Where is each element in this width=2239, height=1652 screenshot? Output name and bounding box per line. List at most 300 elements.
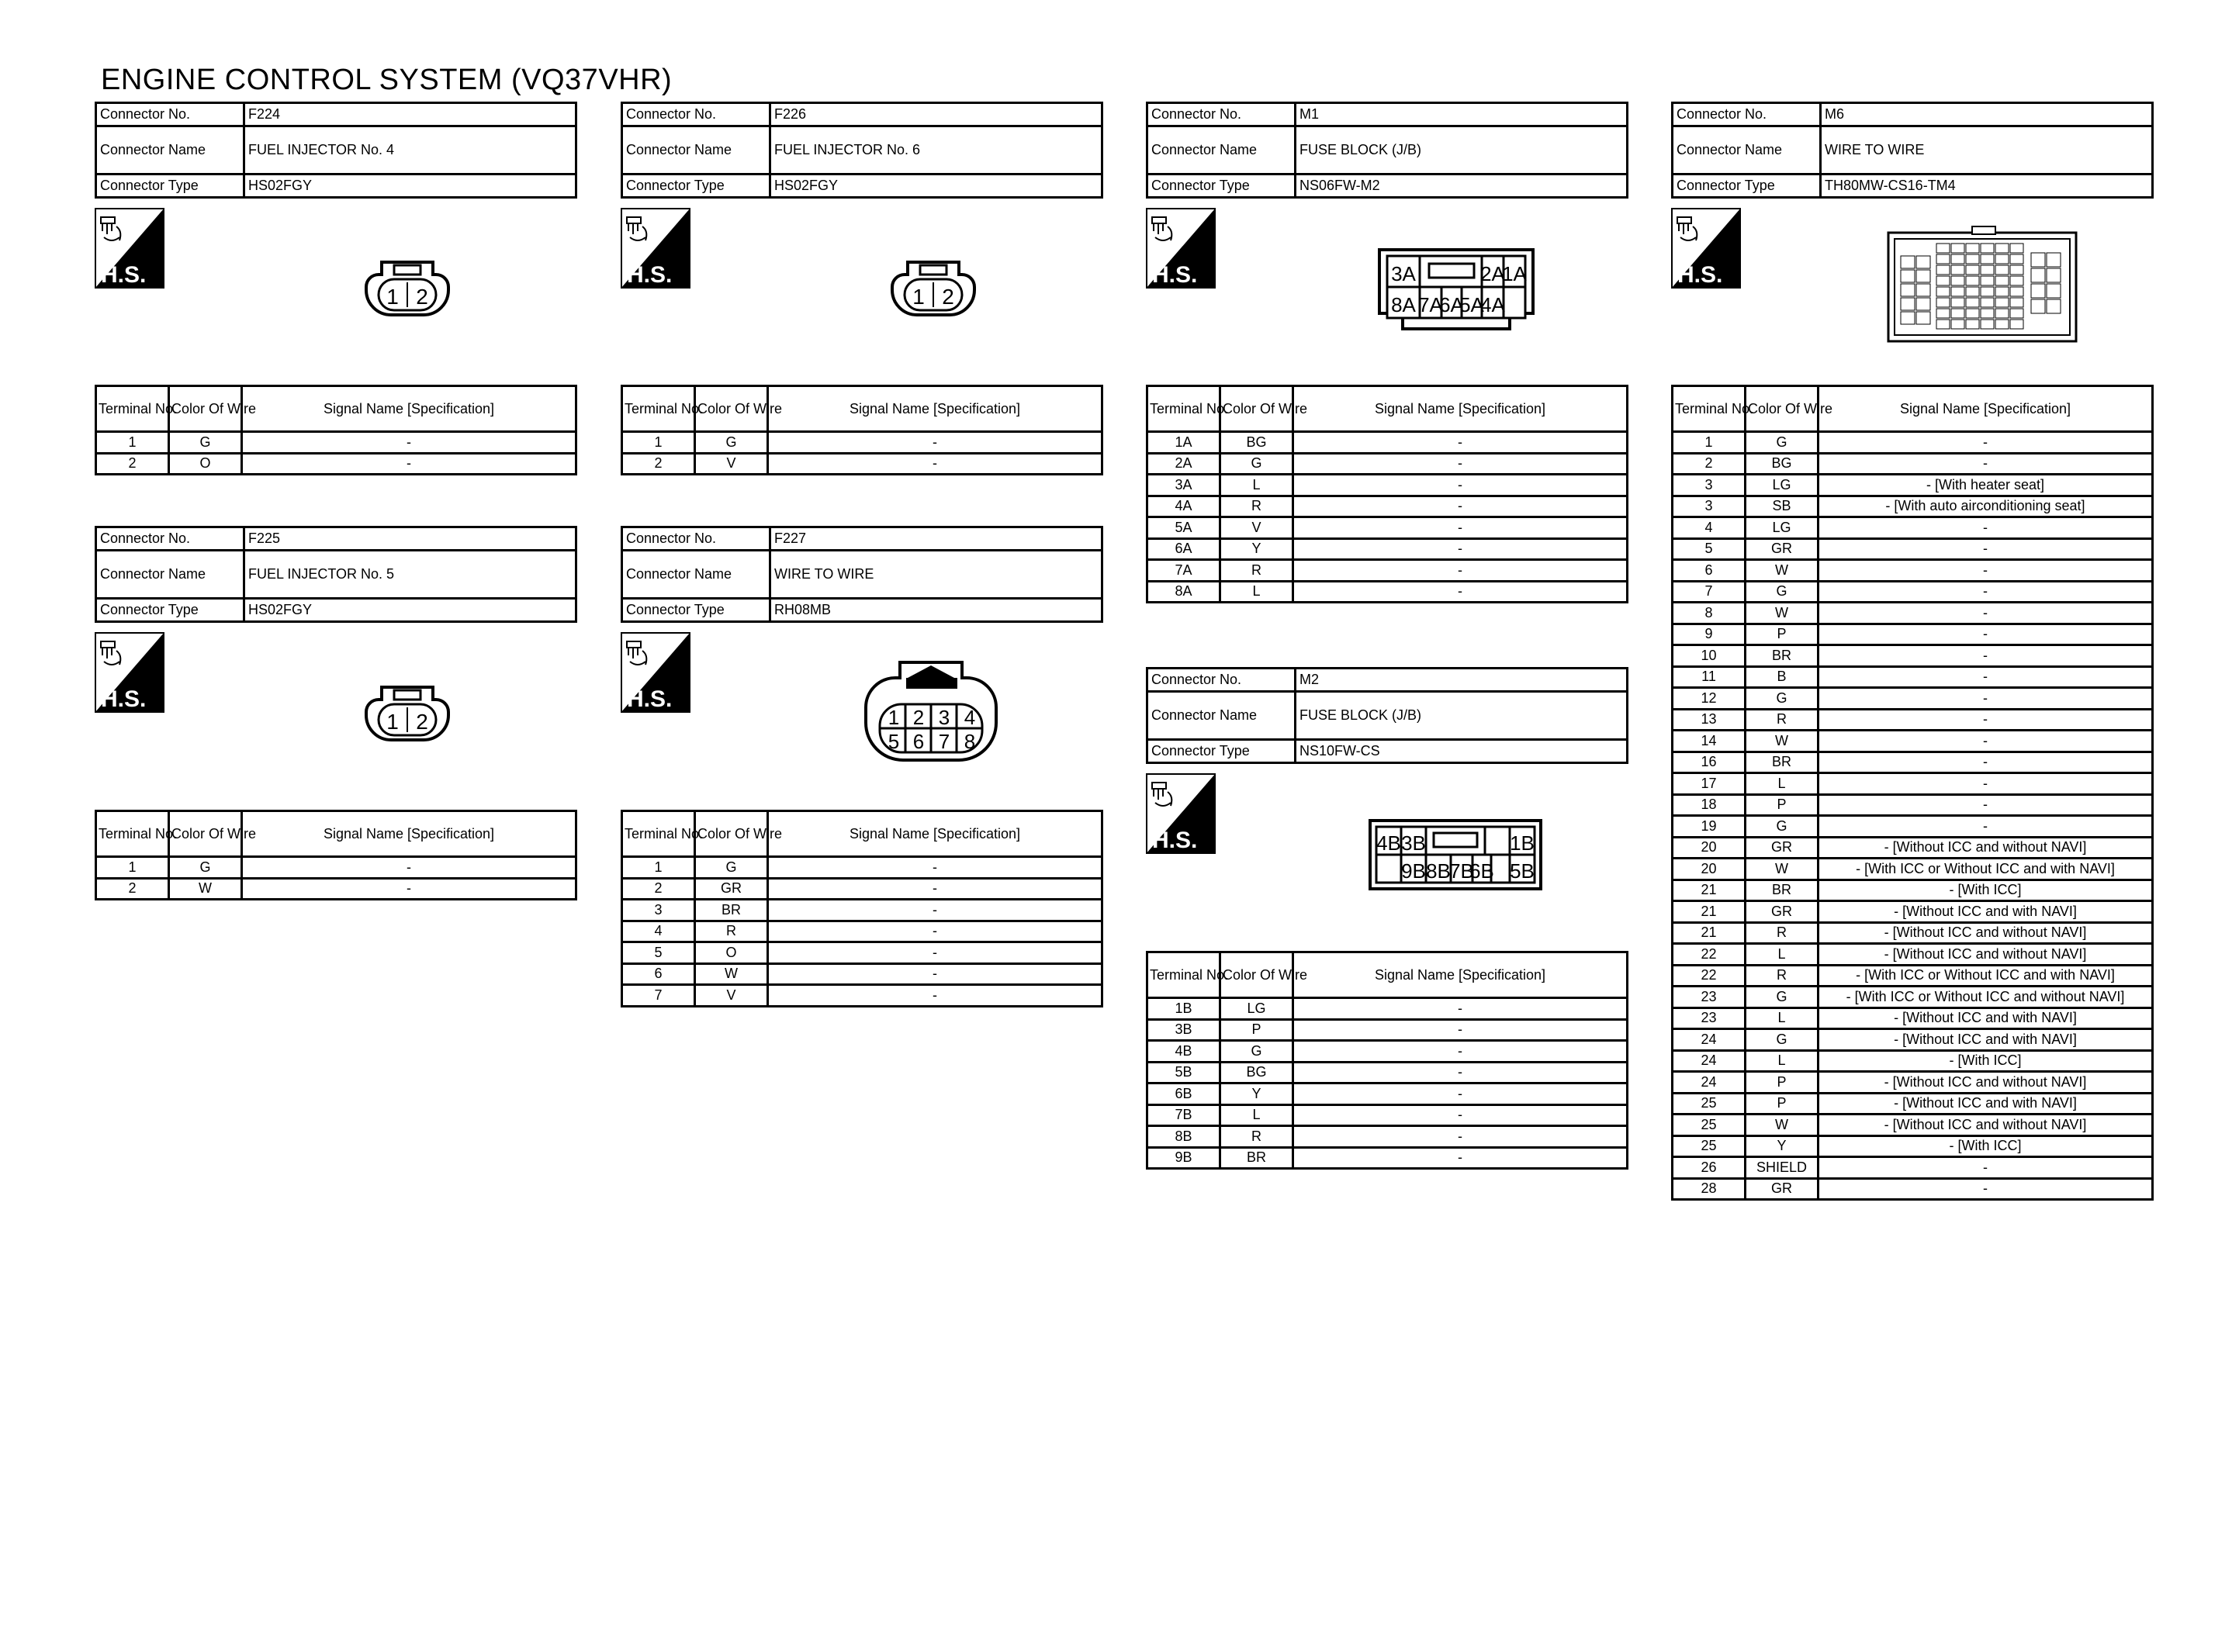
terminal-no-cell: 12 <box>1673 688 1746 710</box>
pin-cavity <box>1916 256 1930 268</box>
table-row <box>1147 432 1628 454</box>
hs-label: H.S. <box>1677 262 1723 288</box>
signal-cell: - <box>1819 773 2153 795</box>
hs-label: H.S. <box>627 686 673 712</box>
pin-cavity <box>2031 253 2045 267</box>
table-row <box>1673 538 2153 560</box>
pin-cavity <box>1951 254 1964 264</box>
pin-cavity <box>2010 309 2023 318</box>
table-row <box>622 921 1102 942</box>
terminal-no-cell: 20 <box>1673 859 1746 880</box>
signal-cell: - [Without ICC and without NAVI] <box>1819 922 2153 944</box>
wire-color-cell: G <box>1746 1029 1819 1051</box>
wire-color-cell: GR <box>1746 837 1819 859</box>
hs-label: H.S. <box>627 262 673 288</box>
connector-no-value: M2 <box>1296 669 1628 692</box>
table-row <box>622 963 1102 985</box>
table-row <box>622 878 1102 900</box>
wire-color-cell: W <box>1746 560 1819 582</box>
table-row <box>1147 496 1628 517</box>
pin-cavity <box>1916 284 1930 296</box>
connector-name-label: Connector Name <box>1673 126 1821 175</box>
connector-type-label: Connector Type <box>1147 740 1296 763</box>
signal-cell: - <box>1819 581 2153 603</box>
table-row <box>96 857 576 879</box>
signal-cell: - <box>768 432 1102 454</box>
connector-type-value: RH08MB <box>770 599 1102 622</box>
color-header: Color Of Wire <box>695 811 768 857</box>
connector-header <box>1671 102 2154 199</box>
terminal-no-cell: 5 <box>622 942 695 964</box>
signal-cell: - <box>242 857 576 879</box>
terminal-table-f226 <box>621 385 1103 475</box>
harness-side-icon <box>1671 208 1741 289</box>
wire-color-cell: G <box>1220 1041 1293 1063</box>
wire-color-cell: BG <box>1746 453 1819 475</box>
pin-label: 1 <box>912 285 925 309</box>
signal-header: Signal Name [Specification] <box>768 811 1102 857</box>
pin-cavity <box>2010 265 2023 275</box>
signal-cell: - [With ICC] <box>1819 1050 2153 1072</box>
table-row <box>1147 1083 1628 1105</box>
connector-type-value: HS02FGY <box>244 175 576 198</box>
table-row <box>1673 475 2153 496</box>
pin-cavity <box>1916 270 1930 282</box>
pin-cavity <box>1936 298 1950 307</box>
connector-no-label: Connector No. <box>1147 669 1296 692</box>
wire-color-cell: L <box>1746 1007 1819 1029</box>
signal-cell: - <box>1293 538 1628 560</box>
table-row <box>622 942 1102 964</box>
pin-label: 5B <box>1510 859 1535 883</box>
pin-cavity <box>2010 254 2023 264</box>
terminal-no-cell: 2 <box>96 878 169 900</box>
terminal-no-cell: 1 <box>1673 432 1746 454</box>
terminal-no-cell: 5A <box>1147 517 1220 539</box>
table-row <box>96 878 576 900</box>
signal-cell: - [Without ICC and with NAVI] <box>1819 1029 2153 1051</box>
terminal-no-header: Terminal No. <box>1147 952 1220 998</box>
pin-label: 2 <box>912 706 925 729</box>
terminal-no-cell: 25 <box>1673 1115 1746 1136</box>
pin-cavity <box>2031 284 2045 298</box>
terminal-table-m2 <box>1146 951 1628 1170</box>
hs-label: H.S. <box>101 686 147 712</box>
signal-cell: - <box>1819 560 2153 582</box>
signal-cell: - <box>1293 1147 1628 1169</box>
wire-color-cell: P <box>1746 1072 1819 1094</box>
table-row <box>1673 709 2153 731</box>
pin-cavity <box>1901 284 1915 296</box>
signal-cell: - [Without ICC and without NAVI] <box>1819 1072 2153 1094</box>
wire-color-cell: R <box>1220 560 1293 582</box>
table-row <box>1673 581 2153 603</box>
table-row <box>1147 453 1628 475</box>
terminal-no-cell: 24 <box>1673 1072 1746 1094</box>
connector-name-value: WIRE TO WIRE <box>770 551 1102 599</box>
signal-cell: - <box>768 900 1102 921</box>
terminal-no-cell: 22 <box>1673 944 1746 966</box>
wire-color-cell: G <box>169 857 242 879</box>
signal-cell: - <box>1293 1062 1628 1083</box>
signal-cell: - [Without ICC and without NAVI] <box>1819 837 2153 859</box>
wire-color-cell: G <box>1746 987 1819 1008</box>
signal-cell: - <box>1819 645 2153 667</box>
wire-color-cell: GR <box>695 878 768 900</box>
pin-label: 5 <box>888 730 900 753</box>
pin-cavity <box>1995 254 2009 264</box>
terminal-no-cell: 3A <box>1147 475 1220 496</box>
pin-cavity <box>2031 299 2045 313</box>
pin-cavity <box>1981 254 1994 264</box>
wire-color-cell: W <box>169 878 242 900</box>
pin-label: 4 <box>964 706 976 729</box>
terminal-no-cell: 6 <box>622 963 695 985</box>
pin-cavity <box>2010 320 2023 329</box>
connector-face-m2 <box>1367 817 1544 892</box>
wire-color-cell: G <box>169 432 242 454</box>
signal-cell: - <box>1819 453 2153 475</box>
connector-type-label: Connector Type <box>622 175 770 198</box>
terminal-no-header: Terminal No. <box>622 386 695 432</box>
signal-cell: - <box>1819 752 2153 773</box>
pin-label: 2 <box>416 710 428 734</box>
pin-cavity <box>1966 320 1979 329</box>
connector-header <box>621 526 1103 623</box>
connector-type-value: NS10FW-CS <box>1296 740 1628 763</box>
table-row <box>1673 944 2153 966</box>
pin-cavity <box>2010 244 2023 253</box>
pin-label: 9B <box>1401 859 1426 883</box>
connector-header <box>95 526 577 623</box>
pin-cavity <box>2010 276 2023 285</box>
wire-color-cell: GR <box>1746 538 1819 560</box>
pin-label: 1 <box>386 710 399 734</box>
signal-cell: - <box>1293 1083 1628 1105</box>
wire-color-cell: R <box>1746 922 1819 944</box>
wire-color-cell: L <box>1746 773 1819 795</box>
connector-name-label: Connector Name <box>96 551 244 599</box>
pin-cavity <box>1936 320 1950 329</box>
signal-cell: - [With heater seat] <box>1819 475 2153 496</box>
table-row <box>622 453 1102 475</box>
table-row <box>1673 603 2153 624</box>
wire-color-cell: V <box>695 453 768 475</box>
pin-cavity <box>1995 287 2009 296</box>
table-row <box>1673 922 2153 944</box>
wire-color-cell: O <box>695 942 768 964</box>
pin-label: 7A <box>1418 293 1443 316</box>
signal-cell: - <box>1293 1041 1628 1063</box>
harness-side-icon <box>621 208 690 289</box>
pin-label: 6A <box>1439 293 1464 316</box>
table-row <box>622 985 1102 1007</box>
harness-side-icon <box>621 632 690 713</box>
table-row <box>1147 1126 1628 1148</box>
wire-color-cell: Y <box>1220 538 1293 560</box>
terminal-no-cell: 1 <box>96 857 169 879</box>
table-row <box>1673 1007 2153 1029</box>
connector-no-label: Connector No. <box>96 527 244 551</box>
terminal-no-cell: 7 <box>622 985 695 1007</box>
pin-label: 6B <box>1469 859 1494 883</box>
table-row <box>1673 432 2153 454</box>
pin-cavity <box>1995 276 2009 285</box>
terminal-no-header: Terminal No. <box>1147 386 1220 432</box>
table-row <box>622 432 1102 454</box>
signal-cell: - [With ICC or Without ICC and with NAVI] <box>1819 859 2153 880</box>
pin-label: 3A <box>1391 262 1416 285</box>
terminal-no-cell: 3 <box>622 900 695 921</box>
signal-cell: - [With ICC] <box>1819 1135 2153 1157</box>
signal-cell: - <box>1819 517 2153 539</box>
connector-no-label: Connector No. <box>1147 103 1296 126</box>
table-row <box>1673 517 2153 539</box>
pin-label: 8B <box>1426 859 1451 883</box>
harness-side-icon <box>95 208 164 289</box>
terminal-no-cell: 25 <box>1673 1093 1746 1115</box>
pin-cavity <box>1981 287 1994 296</box>
color-header: Color Of Wire <box>1746 386 1819 432</box>
connector-no-value: M1 <box>1296 103 1628 126</box>
terminal-no-cell: 17 <box>1673 773 1746 795</box>
pin-label: 2 <box>942 285 954 309</box>
table-row <box>1673 731 2153 752</box>
signal-cell: - [Without ICC and with NAVI] <box>1819 1007 2153 1029</box>
wire-color-cell: W <box>1746 603 1819 624</box>
pin-cavity <box>1981 320 1994 329</box>
terminal-no-cell: 2A <box>1147 453 1220 475</box>
page-title: ENGINE CONTROL SYSTEM (VQ37VHR) <box>101 64 673 96</box>
wire-color-cell: BG <box>1220 1062 1293 1083</box>
table-row <box>1673 624 2153 645</box>
pin-label: 2A <box>1480 262 1505 285</box>
wire-color-cell: P <box>1746 794 1819 816</box>
wire-color-cell: BR <box>695 900 768 921</box>
pin-cavity <box>1936 254 1950 264</box>
connector-face-m6 <box>1885 225 2079 349</box>
pin-cavity <box>1966 287 1979 296</box>
signal-cell: - [With ICC or Without ICC and without NAVI] <box>1819 987 2153 1008</box>
table-row <box>1673 987 2153 1008</box>
signal-header: Signal Name [Specification] <box>768 386 1102 432</box>
terminal-no-cell: 4 <box>622 921 695 942</box>
table-row <box>1673 1093 2153 1115</box>
pin-cavity <box>1966 309 1979 318</box>
table-row <box>622 900 1102 921</box>
terminal-table-f225 <box>95 810 577 900</box>
terminal-no-cell: 4A <box>1147 496 1220 517</box>
wire-color-cell: LG <box>1746 517 1819 539</box>
connector-name-value: FUEL INJECTOR No. 6 <box>770 126 1102 175</box>
signal-cell: - <box>1819 731 2153 752</box>
pin-label: 1 <box>888 706 900 729</box>
signal-cell: - <box>1293 1126 1628 1148</box>
table-row <box>1147 538 1628 560</box>
pin-cavity <box>1951 298 1964 307</box>
pin-cavity <box>1916 298 1930 310</box>
terminal-no-cell: 8B <box>1147 1126 1220 1148</box>
signal-cell: - <box>1819 1157 2153 1179</box>
wire-color-cell: P <box>1746 624 1819 645</box>
connector-type-label: Connector Type <box>96 175 244 198</box>
wire-color-cell: LG <box>1220 998 1293 1020</box>
pin-label: 8A <box>1391 293 1416 316</box>
signal-cell: - <box>768 963 1102 985</box>
pin-cavity <box>2010 287 2023 296</box>
wire-color-cell: SB <box>1746 496 1819 517</box>
pin-cavity <box>1901 312 1915 324</box>
pin-cavity <box>1951 244 1964 253</box>
terminal-no-cell: 6A <box>1147 538 1220 560</box>
color-header: Color Of Wire <box>169 811 242 857</box>
terminal-no-cell: 1A <box>1147 432 1220 454</box>
signal-cell: - <box>1293 432 1628 454</box>
wire-color-cell: SHIELD <box>1746 1157 1819 1179</box>
connector-type-value: NS06FW-M2 <box>1296 175 1628 198</box>
connector-face-f225 <box>365 684 450 743</box>
terminal-no-cell: 28 <box>1673 1178 1746 1200</box>
terminal-no-cell: 23 <box>1673 1007 1746 1029</box>
connector-type-label: Connector Type <box>96 599 244 622</box>
wire-color-cell: P <box>1746 1093 1819 1115</box>
connector-type-value: TH80MW-CS16-TM4 <box>1821 175 2153 198</box>
signal-cell: - [With auto airconditioning seat] <box>1819 496 2153 517</box>
wire-color-cell: G <box>1746 688 1819 710</box>
terminal-no-cell: 24 <box>1673 1050 1746 1072</box>
pin-label: 8 <box>964 730 976 753</box>
table-row <box>1673 1072 2153 1094</box>
signal-cell: - <box>768 985 1102 1007</box>
wire-color-cell: BG <box>1220 432 1293 454</box>
connector-header <box>621 102 1103 199</box>
connector-name-label: Connector Name <box>1147 692 1296 740</box>
signal-cell: - <box>1293 560 1628 582</box>
connector-face-f227 <box>861 659 1001 763</box>
terminal-no-cell: 1B <box>1147 998 1220 1020</box>
terminal-no-cell: 3 <box>1673 475 1746 496</box>
signal-cell: - [Without ICC and with NAVI] <box>1819 1093 2153 1115</box>
table-row <box>1147 1019 1628 1041</box>
pin-label: 7B <box>1449 859 1474 883</box>
pin-cavity <box>1995 320 2009 329</box>
terminal-no-cell: 6 <box>1673 560 1746 582</box>
signal-cell: - [With ICC or Without ICC and with NAVI] <box>1819 965 2153 987</box>
wire-color-cell: L <box>1220 475 1293 496</box>
terminal-no-cell: 24 <box>1673 1029 1746 1051</box>
table-row <box>1673 1050 2153 1072</box>
pin-label: 4A <box>1480 293 1505 316</box>
pin-cavity <box>1995 298 2009 307</box>
connector-no-value: M6 <box>1821 103 2153 126</box>
connector-no-label: Connector No. <box>622 527 770 551</box>
wire-color-cell: BR <box>1746 880 1819 901</box>
terminal-no-cell: 4 <box>1673 517 1746 539</box>
terminal-no-cell: 11 <box>1673 666 1746 688</box>
signal-header: Signal Name [Specification] <box>242 811 576 857</box>
pin-label: 2 <box>416 285 428 309</box>
terminal-no-cell: 20 <box>1673 837 1746 859</box>
pin-label: 1A <box>1502 262 1527 285</box>
wire-color-cell: V <box>695 985 768 1007</box>
connector-no-value: F224 <box>244 103 576 126</box>
terminal-no-cell: 4B <box>1147 1041 1220 1063</box>
harness-side-icon <box>1146 208 1216 289</box>
terminal-no-cell: 9 <box>1673 624 1746 645</box>
connector-no-value: F225 <box>244 527 576 551</box>
pin-label: 1B <box>1510 831 1535 855</box>
terminal-no-cell: 1 <box>96 432 169 454</box>
pin-cavity <box>1966 276 1979 285</box>
signal-cell: - <box>1819 794 2153 816</box>
wire-color-cell: O <box>169 453 242 475</box>
signal-cell: - [With ICC] <box>1819 880 2153 901</box>
signal-cell: - <box>1819 688 2153 710</box>
pin-cavity <box>1936 287 1950 296</box>
wire-color-cell: G <box>1220 453 1293 475</box>
pin-label: 5A <box>1459 293 1484 316</box>
wire-color-cell: BR <box>1746 752 1819 773</box>
table-row <box>1147 1041 1628 1063</box>
pin-cavity <box>1981 298 1994 307</box>
signal-header: Signal Name [Specification] <box>242 386 576 432</box>
terminal-table-m1 <box>1146 385 1628 603</box>
signal-header: Signal Name [Specification] <box>1819 386 2153 432</box>
connector-type-label: Connector Type <box>622 599 770 622</box>
pin-cavity <box>1995 309 2009 318</box>
signal-cell: - <box>1819 666 2153 688</box>
signal-cell: - <box>242 432 576 454</box>
table-row <box>1147 517 1628 539</box>
wire-color-cell: W <box>1746 859 1819 880</box>
terminal-no-cell: 3B <box>1147 1019 1220 1041</box>
signal-cell: - <box>768 878 1102 900</box>
wire-color-cell: G <box>1746 581 1819 603</box>
pin-cavity <box>1981 309 1994 318</box>
terminal-no-cell: 1 <box>622 432 695 454</box>
terminal-no-cell: 2 <box>1673 453 1746 475</box>
connector-face-m1 <box>1376 247 1536 332</box>
signal-cell: - [Without ICC and with NAVI] <box>1819 901 2153 923</box>
terminal-no-cell: 7A <box>1147 560 1220 582</box>
wire-color-cell: W <box>1746 731 1819 752</box>
terminal-no-cell: 16 <box>1673 752 1746 773</box>
table-row <box>1673 560 2153 582</box>
pin-cavity <box>1995 265 2009 275</box>
connector-name-value: FUEL INJECTOR No. 4 <box>244 126 576 175</box>
connector-type-label: Connector Type <box>1147 175 1296 198</box>
signal-cell: - <box>242 878 576 900</box>
signal-cell: - <box>1819 432 2153 454</box>
terminal-no-cell: 7B <box>1147 1104 1220 1126</box>
wire-color-cell: R <box>1746 965 1819 987</box>
terminal-no-cell: 18 <box>1673 794 1746 816</box>
table-row <box>96 432 576 454</box>
connector-name-label: Connector Name <box>96 126 244 175</box>
signal-cell: - <box>1293 517 1628 539</box>
color-header: Color Of Wire <box>169 386 242 432</box>
signal-cell: - <box>768 942 1102 964</box>
table-row <box>622 857 1102 879</box>
pin-cavity <box>1936 244 1950 253</box>
connector-no-label: Connector No. <box>96 103 244 126</box>
signal-cell: - <box>1819 624 2153 645</box>
signal-cell: - <box>768 453 1102 475</box>
color-header: Color Of Wire <box>1220 386 1293 432</box>
pin-label: 3B <box>1401 831 1426 855</box>
terminal-no-cell: 23 <box>1673 987 1746 1008</box>
table-row <box>1147 1147 1628 1169</box>
